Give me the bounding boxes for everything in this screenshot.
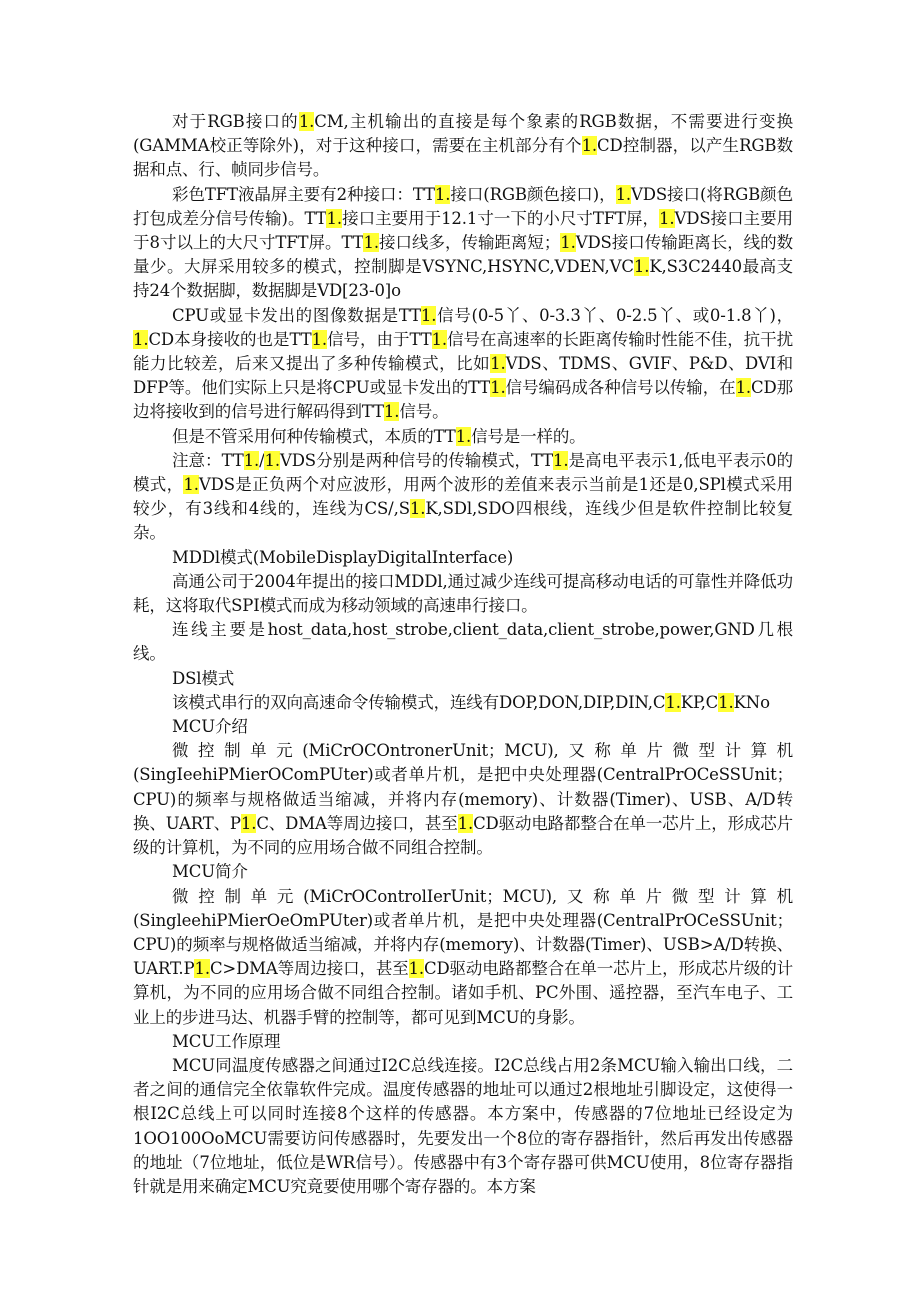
- text-run: CD驱动电路都整合在单一芯片上，形成芯片级的计算机，为不同的应用场合做不同组合控制。诸如手机、PC外围、遥控器，至汽车电子、工业上的步进马达、机器手臂的控制等，都可见到MCU的身影。: [133, 959, 793, 1027]
- highlight-mark: 1.: [490, 354, 506, 374]
- text-run: VDS接口主要用于8寸以上的大尺寸TFT屏。TT: [133, 208, 794, 253]
- text-run: VDS接口(将RGB颜色打包成差分信号传输)。TT: [133, 184, 793, 228]
- highlight-mark: 1.: [363, 233, 379, 253]
- highlight-mark: 1.: [615, 184, 632, 204]
- text-run: K,S3C2440最高支持24个数据脚，数据脚是VD[23-0]o: [133, 257, 793, 301]
- highlight-mark: 1.: [326, 208, 342, 228]
- text-run: CPU或显卡发出的图像数据是TT: [172, 305, 421, 325]
- paragraph: [133, 449, 793, 546]
- text-run: VDS是正负两个对应波形，用两个波形的差值来表示当前是1还是0,SPl模式采用较少，有3线和4线的，连线为CS/,S: [133, 475, 793, 519]
- text-run: 微控制单元(MiCrOControlIerUnit；MCU),又称单片微型计算机(SingleehiPMierOeOmPUter)或者单片机，是把中央处理器(CentralPrOCeSSUnit；CPU)的频率与规格做适当缩减，并将内存(memory)、计数器(Timer)、USB>A/D转换、UART.P: [133, 886, 793, 979]
- text-run: 信号在高速率的长距离传输时性能不佳，抗干扰能力比较差，后来又提出了多种传输模式，比如: [133, 329, 793, 374]
- text-run: CD那边将接收到的信号进行解码得到TT: [133, 378, 794, 422]
- text-run: /: [259, 450, 265, 470]
- highlight-mark: 1.: [408, 959, 424, 979]
- highlight-mark: 1.: [431, 329, 447, 349]
- text-run: MCU工作原理: [172, 1031, 281, 1051]
- text-run: VDS接口传输距离长，线的数量少。大屏采用较多的模式，控制脚是VSYNC,HSYNC,VDEN,VC: [133, 233, 793, 277]
- text-run: MCU简介: [172, 862, 248, 882]
- text-run: C>DMA等周边接口，甚至: [209, 959, 409, 979]
- text-run: DSl模式: [172, 668, 235, 688]
- text-run: MCU同温度传感器之间通过I2C总线连接。I2C总线占用2条MCU输入输出口线，二者之间的通信完全依靠软件完成。温度传感器的地址可以通过2根地址引脚设定，这使得一根I2C总线上可以同时连接8个这样的传感器。本方案中，传感器的7位地址已经设定为1OO100OoMCU需要访问传感器时，先要发出一个8位的寄存器指针，然后再发出传感器的地址（7位地址，低位是WR信号）。传感器中有3个寄存器可供MCU使用，8位寄存器指针就是用来确定MCU究竟要使用哪个寄存器的。本方案: [133, 1055, 793, 1196]
- text-run: KNo: [733, 692, 770, 712]
- highlight-mark: 1.: [735, 378, 752, 398]
- paragraph: [133, 110, 793, 183]
- text-run: 接口主要用于12.1寸一下的小尺寸TFT屏，: [341, 208, 660, 228]
- highlight-mark: 1.: [183, 475, 199, 495]
- highlight-mark: 1.: [409, 499, 426, 519]
- highlight-mark: 1.: [240, 813, 257, 833]
- text-run: CD控制器，以产生RGB数据和点、行、帧同步信号。: [133, 136, 794, 180]
- text-run: 信号是一样的。: [471, 426, 586, 446]
- highlight-mark: 1.: [133, 329, 149, 349]
- text-run: K,SDl,SDO四根线，连线少但是软件控制比较复杂。: [133, 499, 794, 543]
- highlight-mark: 1.: [455, 426, 472, 446]
- highlight-mark: 1.: [434, 184, 451, 204]
- highlight-mark: 1.: [194, 959, 210, 979]
- paragraph: [133, 425, 793, 449]
- highlight-mark: 1.: [659, 208, 675, 228]
- paragraph: [133, 618, 793, 666]
- text-run: 微控制单元(MiCrOCOntronerUnit；MCU),又称单片微型计算机(SingIeehiPMierOComPUter)或者单片机，是把中央处理器(CentralPrOCeSSUnit；CPU)的频率与规格做适当缩减，并将内存(memory)、计数器(Timer)、USB、A/D转换、UART、P: [133, 741, 793, 833]
- text-run: 注意：TT: [172, 450, 244, 470]
- text-run: 该模式串行的双向高速命令传输模式，连线有DOP,DON,DIP,DIN,C: [172, 692, 666, 712]
- document-body: [133, 110, 793, 1199]
- highlight-mark: 1.: [311, 329, 327, 349]
- highlight-mark: 1.: [457, 813, 474, 833]
- section-heading: [133, 1030, 793, 1054]
- highlight-mark: 1.: [560, 233, 576, 253]
- text-run: MDDl模式(MobileDisplayDigitalInterface): [172, 547, 514, 567]
- highlight-mark: 1.: [581, 136, 598, 156]
- text-run: 是高电平表示1,低电平表示0的模式，: [133, 450, 793, 495]
- highlight-mark: 1.: [243, 450, 260, 470]
- text-run: 彩色TFT液晶屏主要有2种接口：TT: [172, 184, 435, 204]
- highlight-mark: 1.: [383, 402, 400, 422]
- text-run: CD本身接收的也是TT: [148, 329, 312, 349]
- text-run: 对于RGB接口的: [172, 112, 299, 131]
- text-run: 信号，由于TT: [326, 329, 432, 349]
- highlight-mark: 1.: [490, 378, 506, 398]
- text-run: CD驱动电路都整合在单一芯片上，形成芯片级的计算机，为不同的应用场合做不同组合控制。: [133, 813, 794, 858]
- text-run: 接口(RGB颜色接口)，: [450, 184, 616, 204]
- paragraph: [133, 183, 793, 304]
- highlight-mark: 1.: [633, 257, 650, 277]
- highlight-mark: 1.: [420, 305, 437, 325]
- section-heading: [133, 546, 793, 570]
- highlight-mark: 1.: [553, 450, 569, 470]
- highlight-mark: 1.: [298, 112, 315, 131]
- section-heading: [133, 667, 793, 691]
- text-run: C、DMA等周边接口，甚至: [256, 813, 458, 833]
- text-run: VDS、TDMS、GVIF、P&D、DVI和DFP等。他们实际上只是将CPU或显卡发出的TT: [133, 354, 793, 398]
- paragraph: [133, 739, 793, 860]
- paragraph: [133, 885, 793, 1030]
- text-run: 信号编码成各种信号以传输，在: [505, 378, 736, 398]
- paragraph: [133, 691, 793, 715]
- text-run: 接口线多，传输距离短；: [378, 233, 561, 253]
- highlight-mark: 1.: [264, 450, 280, 470]
- section-heading: [133, 715, 793, 739]
- text-run: 信号(0-5丫、0-3.3丫、0-2.5丫、或0-1.8丫)，: [436, 305, 793, 325]
- text-run: KP,C: [680, 692, 719, 712]
- paragraph: [133, 304, 793, 425]
- text-run: CM,主机输出的直接是每个象素的RGB数据，不需要进行变换(GAMMA校正等除外)，对于这种接口，需要在主机部分有个: [133, 112, 793, 156]
- text-run: VDS分别是两种信号的传输模式，TT: [279, 450, 554, 470]
- text-run: 高通公司于2004年提出的接口MDDl,通过减少连线可提高移动电话的可靠性并降低功耗，这将取代SPI模式而成为移动领域的高速串行接口。: [133, 571, 793, 616]
- highlight-mark: 1.: [665, 692, 681, 712]
- text-run: 信号。: [399, 402, 449, 422]
- paragraph: [133, 1054, 793, 1199]
- highlight-mark: 1.: [718, 692, 734, 712]
- section-heading: [133, 860, 793, 884]
- paragraph: [133, 570, 793, 618]
- text-run: 但是不管采用何种传输模式，本质的TT: [172, 426, 456, 446]
- text-run: 连线主要是host_data,host_strobe,client_data,client_strobe,power,GND几根线。: [133, 620, 793, 664]
- text-run: MCU介绍: [172, 717, 248, 737]
